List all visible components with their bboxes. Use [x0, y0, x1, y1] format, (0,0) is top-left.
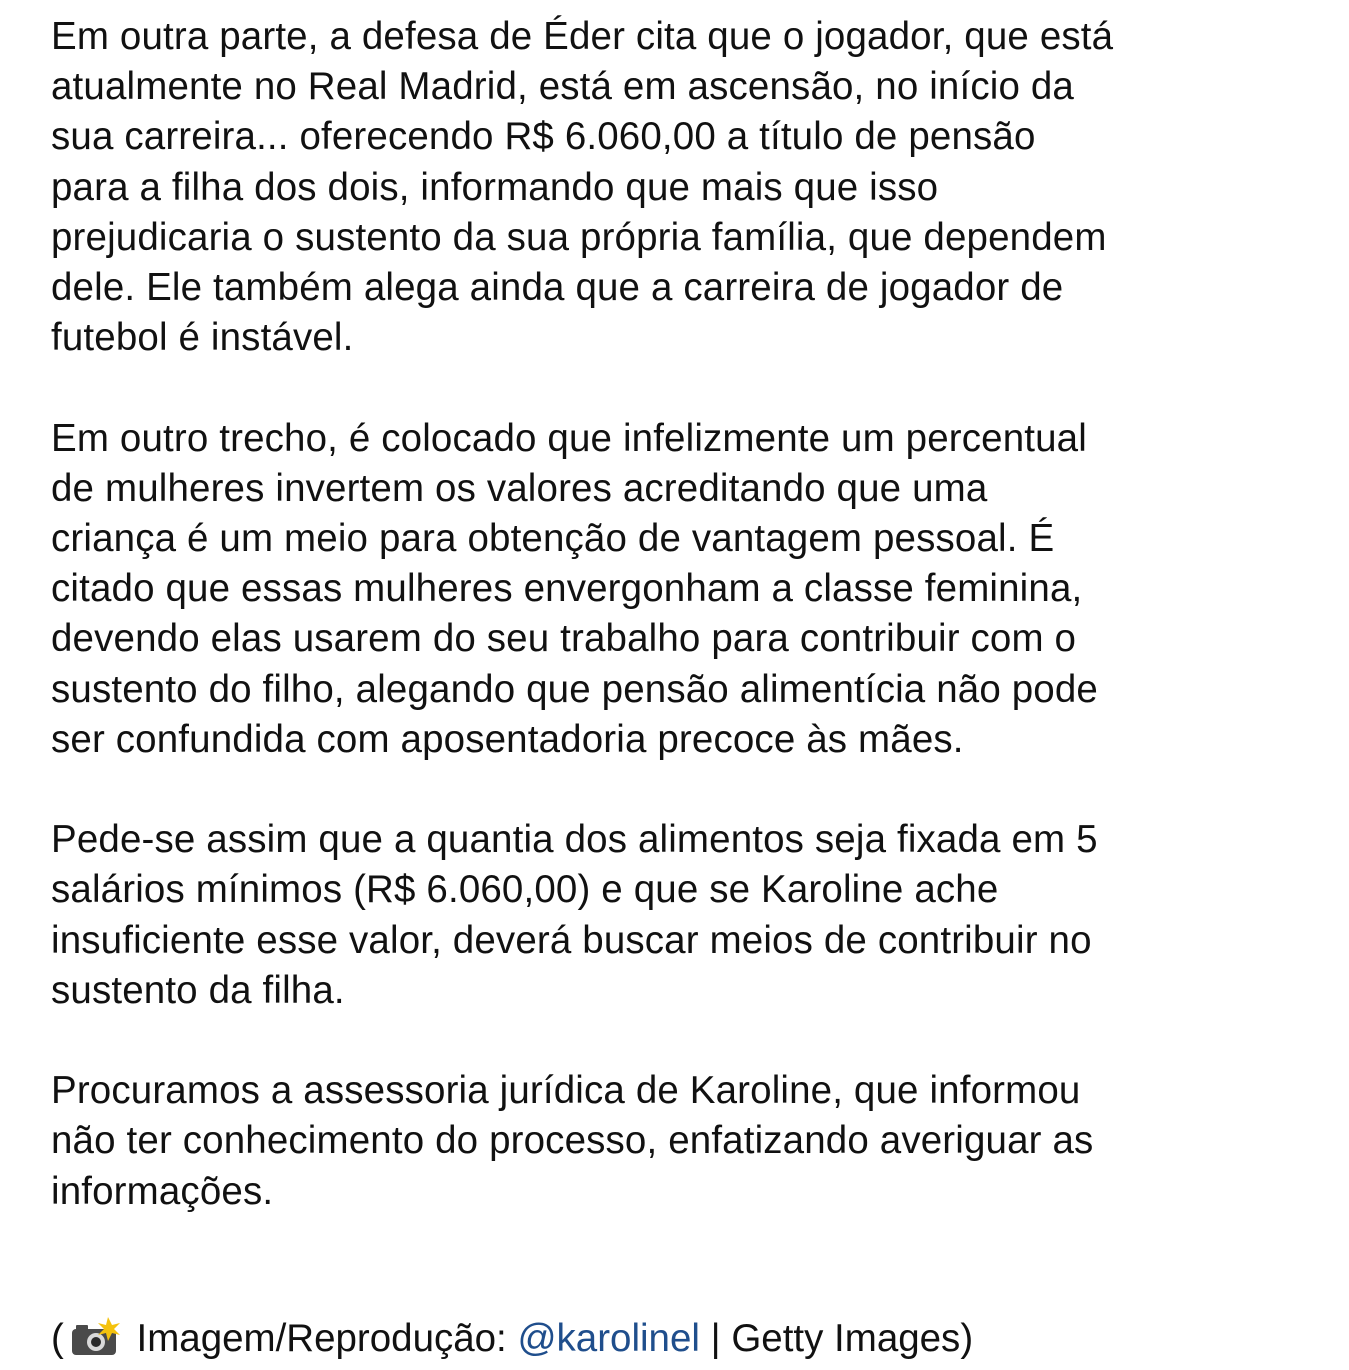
credit-mention-link[interactable]: @karolinel [517, 1317, 700, 1360]
credit-separator: | [710, 1317, 721, 1360]
text-line: para a filha dos dois, informando que mais que isso [51, 165, 939, 209]
text-line: de mulheres invertem os valores acreditando que uma [51, 466, 988, 510]
article-body [51, 12, 1311, 1267]
text-line: ser confundida com aposentadoria precoce às mães. [51, 717, 964, 761]
text-line: não ter conhecimento do processo, enfatizando averiguar as [51, 1119, 1094, 1163]
text-line: Pede-se assim que a quantia dos alimentos seja fixada em 5 [51, 818, 1098, 862]
text-line: sustento do filho, alegando que pensão alimentícia não pode [51, 667, 1098, 711]
text-line: sustento da filha. [51, 968, 345, 1012]
text-line: criança é um meio para obtenção de vantagem pessoal. É [51, 517, 1055, 561]
camera-flash-icon [66, 1317, 122, 1357]
paragraph-defense [51, 12, 1311, 363]
credit-source: Getty Images [731, 1317, 961, 1360]
text-line: devendo elas usarem do seu trabalho para contribuir com o [51, 617, 1077, 661]
text-line: dele. Ele também alega ainda que a carreira de jogador de [51, 266, 1064, 310]
text-line: Em outra parte, a defesa de Éder cita que o jogador, que está [51, 15, 1114, 58]
text-line: atualmente no Real Madrid, está em ascensão, no início da [51, 65, 1074, 109]
text-line: sua carreira... oferecendo R$ 6.060,00 a título de pensão [51, 115, 1036, 159]
text-line: citado que essas mulheres envergonham a classe feminina, [51, 567, 1083, 611]
paragraph-legal-advice [51, 1066, 1311, 1217]
credit-open-paren: ( [51, 1317, 64, 1360]
text-line: futebol é instável. [51, 316, 354, 360]
text-line: informações. [51, 1169, 274, 1213]
text-line: prejudicaria o sustento da sua própria família, que dependem [51, 215, 1107, 259]
credit-close-paren: ) [960, 1317, 974, 1360]
paragraph-other-excerpt [51, 414, 1311, 765]
text-line: Em outro trecho, é colocado que infelizmente um percentual [51, 416, 1087, 460]
text-line: insuficiente esse valor, deverá buscar meios de contribuir no [51, 918, 1092, 962]
text-line: salários mínimos (R$ 6.060,00) e que se Karoline ache [51, 868, 999, 912]
paragraph-request [51, 815, 1311, 1016]
image-credit [51, 1314, 973, 1364]
credit-label: Imagem/Reprodução: [136, 1317, 507, 1360]
text-line: Procuramos a assessoria jurídica de Karoline, que informou [51, 1069, 1081, 1113]
